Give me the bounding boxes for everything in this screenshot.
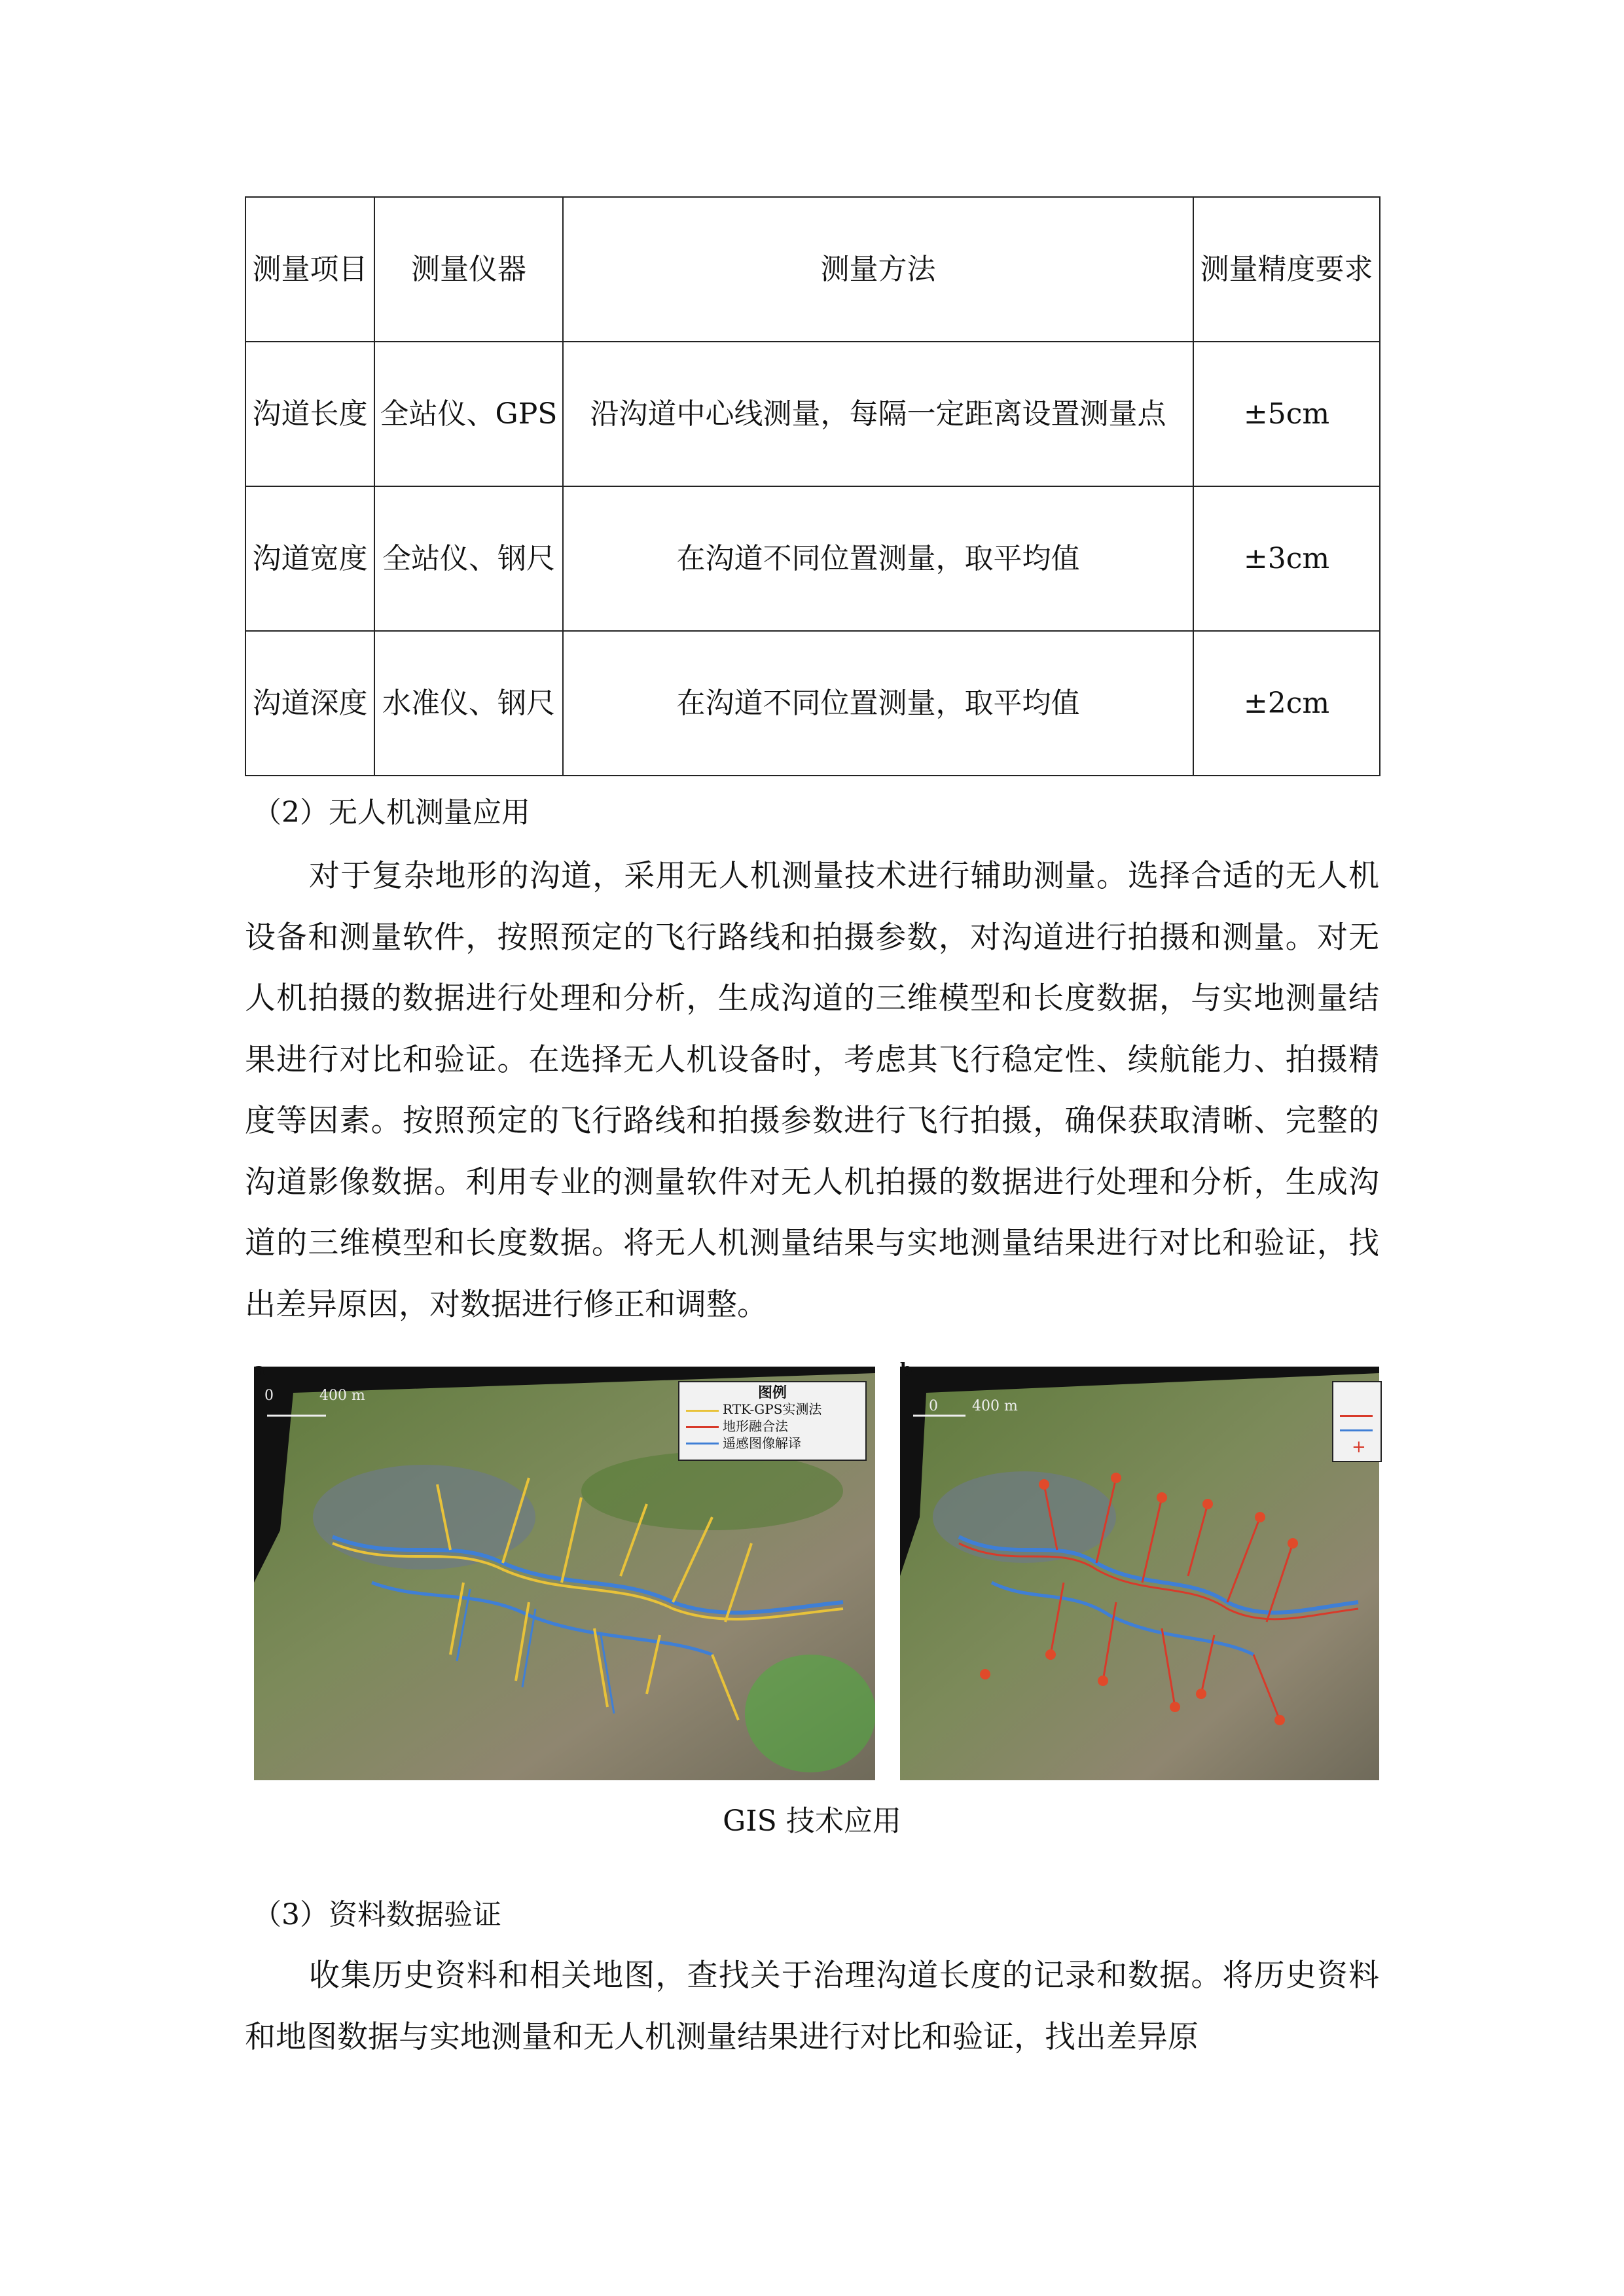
legend-item-rtk: RTK-GPS实测法 [723, 1401, 822, 1417]
map-legend [678, 1381, 867, 1461]
map-legend-partial [1332, 1381, 1382, 1462]
table-header-cell: 测量方法 [563, 197, 1193, 342]
legend-title: 图例 [757, 1384, 787, 1401]
measurement-table [245, 196, 1380, 776]
legend-item-remote: 遥感图像解译 [723, 1435, 801, 1451]
legend-swatch-terrain [686, 1426, 719, 1428]
paragraph-uav: 对于复杂地形的沟道，采用无人机测量技术进行辅助测量。选择合适的无人机设备和测量软件，按照预定的飞行路线和拍摄参数，对沟道进行拍摄和测量。对无人机拍摄的数据进行处理和分析，生成沟道的三维模型和长度数据，与实地测量结果进行对比和验证。在选择无人机设备时，考虑其飞行稳定性、续航能力、拍摄精度等因素。按照预定的飞行路线和拍摄参数进行飞行拍摄，确保获取清晰、完整的沟道影像数据。利用专业的测量软件对无人机拍摄的数据进行处理和分析，生成沟道的三维模型和长度数据。将无人机测量结果与实地测量结果进行对比和验证，找出差异原因，对数据进行修正和调整。 [245, 858, 1379, 1323]
terrain-image-b [900, 1367, 1379, 1780]
figure-panel-b [900, 1360, 1379, 1780]
section-heading-verification: （3）资料数据验证 [253, 1898, 501, 1931]
table-cell: 沟道宽度 [245, 486, 374, 631]
gis-figure [254, 1360, 1379, 1780]
legend-swatch-terrain-b [1340, 1415, 1373, 1417]
table-cell: 沿沟道中心线测量，每隔一定距离设置测量点 [563, 342, 1193, 486]
scale-end-a: 400 m [319, 1388, 365, 1404]
panel-label-b: b [900, 1360, 912, 1380]
paragraph-verification: 收集历史资料和相关地图，查找关于治理沟道长度的记录和数据。将历史资料和地图数据与实地测量和无人机测量结果进行对比和验证，找出差异原 [245, 1958, 1379, 2055]
table-cell: 沟道深度 [245, 631, 374, 776]
table-cell: ±2cm [1193, 631, 1380, 776]
table-header-cell: 测量仪器 [374, 197, 563, 342]
table-cell: 全站仪、钢尺 [374, 486, 563, 631]
table-cell: 在沟道不同位置测量，取平均值 [563, 486, 1193, 631]
legend-swatch-rtk [686, 1410, 719, 1412]
table-row [245, 486, 1380, 631]
legend-item-terrain: 地形融合法 [723, 1418, 788, 1434]
table-header-row [245, 197, 1380, 342]
table-cell: ±3cm [1193, 486, 1380, 631]
legend-plus-icon: + [1352, 1437, 1366, 1457]
table-header-cell: 测量项目 [245, 197, 374, 342]
table-cell: 全站仪、GPS [374, 342, 563, 486]
table-row [245, 342, 1380, 486]
scale-start-a: 0 [264, 1388, 274, 1404]
section-heading-uav: （2）无人机测量应用 [253, 796, 530, 829]
figure-caption: GIS 技术应用 [723, 1804, 901, 1838]
figure-panel-a [254, 1360, 875, 1780]
panel-label-a: a [254, 1360, 265, 1380]
table-row [245, 631, 1380, 776]
table-cell: 沟道长度 [245, 342, 374, 486]
legend-swatch-remote [686, 1443, 719, 1444]
legend-swatch-remote-b [1340, 1429, 1373, 1431]
scale-end-b: 400 m [972, 1398, 1018, 1414]
scale-start-b: 0 [929, 1398, 938, 1414]
table-header-cell: 测量精度要求 [1193, 197, 1380, 342]
table-cell: 水准仪、钢尺 [374, 631, 563, 776]
table-cell: 在沟道不同位置测量，取平均值 [563, 631, 1193, 776]
table-cell: ±5cm [1193, 342, 1380, 486]
